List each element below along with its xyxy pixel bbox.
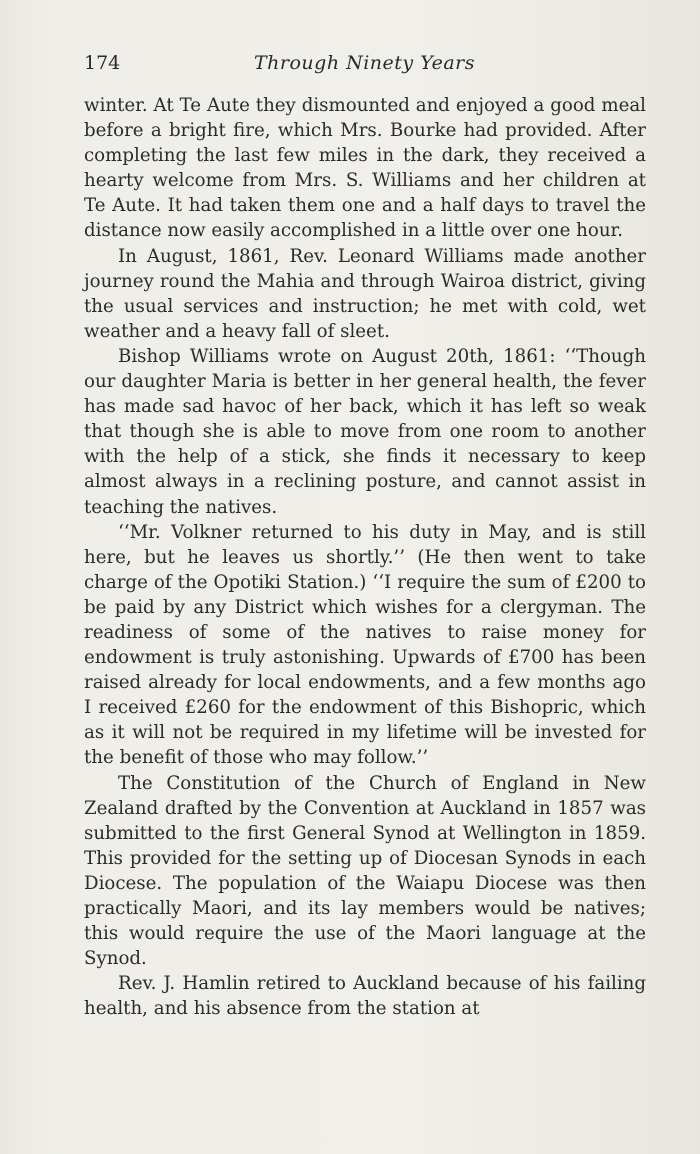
- body-text: [84, 93, 646, 1021]
- paragraph-6: Rev. J. Hamlin retired to Auckland because of his failing health, and his absence from the station at: [84, 973, 646, 1020]
- paragraph-1: winter. At Te Aute they dismounted and enjoyed a good meal before a bright fire, which Mrs. Bourke had provided. After completing the last few miles in the dark, they received a hearty welcome from Mrs. S. Williams and her children at Te Aute. It had taken them one and a half days to travel the distance now easily accomplished in a little over one hour.: [84, 95, 646, 242]
- paragraph-2: In August, 1861, Rev. Leonard Williams made another journey round the Mahia and through Wairoa district, giving the usual services and instruction; he met with cold, wet weather and a heavy fall of sleet.: [84, 245, 646, 342]
- running-title: Through Ninety Years: [254, 52, 475, 74]
- page-number: 174: [84, 52, 121, 74]
- paragraph-3: Bishop Williams wrote on August 20th, 1861: ‘‘Though our daughter Maria is better in her general health, the fever has made sad havoc of her back, which it has left so weak that though she is able to move from one room to another with the help of a stick, she finds it necessary to keep almost always in a reclining posture, and cannot assist in teaching the natives.: [84, 345, 646, 518]
- paragraph-5: The Constitution of the Church of England in New Zealand drafted by the Convention at Auckland in 1857 was submitted to the first General Synod at Wellington in 1859. This provided for the setting up of Diocesan Synods in each Diocese. The population of the Waiapu Diocese was then practically Maori, and its lay members would be natives; this would require the use of the Maori language at the Synod.: [84, 772, 646, 970]
- paragraph-4: ‘‘Mr. Volkner returned to his duty in May, and is still here, but he leaves us shortly.’’ (He then went to take charge of the Opotiki Station.) ‘‘I require the sum of £200 to be paid by any District which wishes for a clergyman. The readiness of some of the natives to raise money for endowment is truly astonishing. Upwards of £700 has been raised already for local endowments, and a few months ago I received £260 for the endowment of this Bishopric, which as it will not be required in my lifetime will be invested for the benefit of those who may follow.’’: [84, 521, 646, 769]
- page-header: [84, 52, 644, 82]
